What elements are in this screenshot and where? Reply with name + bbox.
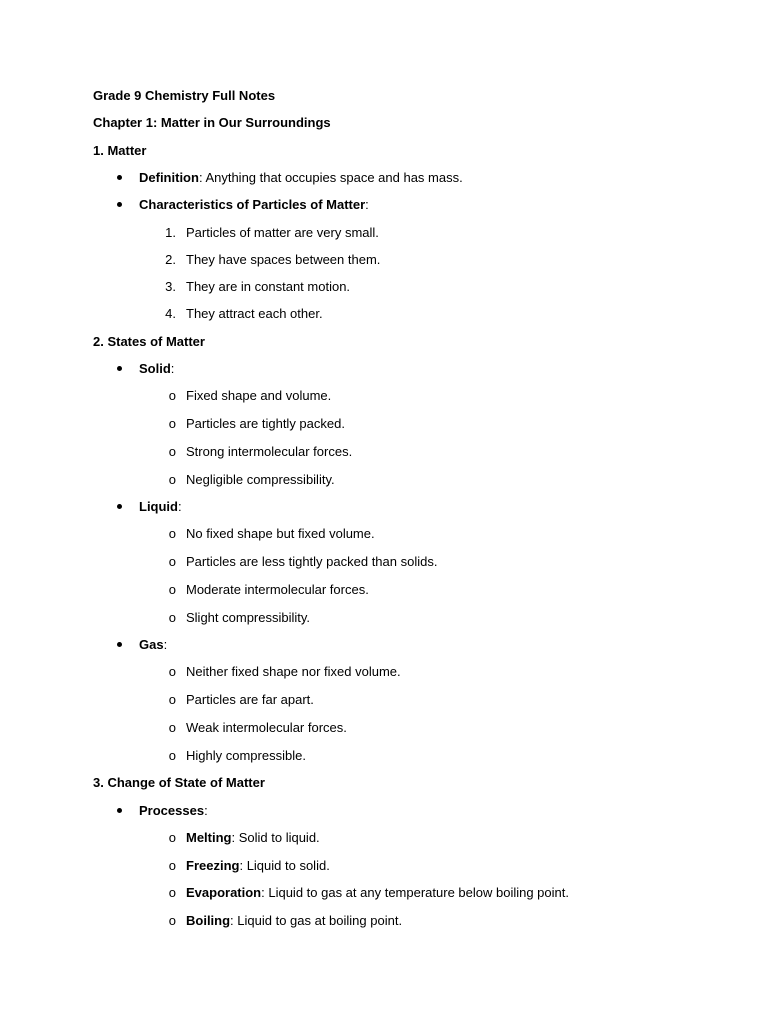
sub-bullet-icon: o (168, 720, 176, 735)
sub-bullet-icon: o (168, 664, 176, 679)
sub-bullet-icon: o (168, 610, 176, 625)
sub-bullet-icon: o (168, 692, 176, 707)
item-text: Fixed shape and volume. (186, 388, 332, 403)
item-text: Strong intermolecular forces. (186, 444, 353, 459)
item-text: No fixed shape but fixed volume. (186, 526, 375, 541)
sub-bullet-icon: o (168, 582, 176, 597)
sub-bullet-icon: o (168, 526, 176, 541)
characteristics-colon: : (365, 197, 369, 212)
term-definition: Definition (139, 170, 199, 185)
item-number: 4. (165, 306, 176, 321)
sub-bullet-icon: o (168, 444, 176, 459)
item-text: They attract each other. (186, 306, 323, 321)
item-number: 3. (165, 279, 176, 294)
bullet-icon (117, 504, 122, 509)
sub-bullet-icon: o (168, 748, 176, 763)
item-text: Weak intermolecular forces. (186, 720, 347, 735)
sub-bullet-icon: o (168, 830, 176, 845)
sub-bullet-icon: o (168, 416, 176, 431)
bullet-icon (117, 366, 122, 371)
section-heading-text: 1. Matter (93, 143, 147, 158)
item-text: They are in constant motion. (186, 279, 351, 294)
item-text: Slight compressibility. (186, 610, 311, 625)
item-number: 1. (165, 225, 176, 240)
definition-text: : Anything that occupies space and has mass. (198, 170, 463, 185)
sub-bullet-icon: o (168, 554, 176, 569)
item-text: Particles are tightly packed. (186, 416, 345, 431)
item-text: They have spaces between them. (186, 252, 381, 267)
item-text: Moderate intermolecular forces. (186, 582, 369, 597)
document-title-text: Grade 9 Chemistry Full Notes (93, 88, 276, 103)
process-text: : Liquid to gas at boiling point. (230, 913, 403, 928)
sub-bullet-icon: o (168, 472, 176, 487)
item-text: Particles are less tightly packed than solids. (186, 554, 438, 569)
term-liquid: Liquid (139, 499, 178, 514)
sub-bullet-icon: o (168, 885, 176, 900)
chapter-heading-text: Chapter 1: Matter in Our Surroundings (93, 115, 331, 130)
sub-bullet-icon: o (168, 388, 176, 403)
process-text: : Liquid to solid. (239, 858, 330, 873)
process-term: Freezing (186, 858, 240, 873)
bullet-icon (117, 642, 122, 647)
bullet-icon (117, 808, 122, 813)
term-processes: Processes (139, 803, 205, 818)
bullet-icon (117, 175, 122, 180)
item-number: 2. (165, 252, 176, 267)
process-term: Boiling (186, 913, 231, 928)
item-text: Neither fixed shape nor fixed volume. (186, 664, 401, 679)
item-text: Negligible compressibility. (186, 472, 335, 487)
section-heading-text: 3. Change of State of Matter (93, 775, 265, 790)
process-term: Evaporation (186, 885, 262, 900)
term-solid: Solid (139, 361, 171, 376)
bullet-icon (117, 202, 122, 207)
process-term: Melting (186, 830, 232, 845)
liquid-colon: : (178, 499, 182, 514)
item-text: Particles of matter are very small. (186, 225, 379, 240)
sub-bullet-icon: o (168, 858, 176, 873)
solid-colon: : (170, 361, 175, 376)
term-characteristics: Characteristics of Particles of Matter (139, 197, 366, 212)
processes-colon: : (204, 803, 208, 818)
item-text: Highly compressible. (186, 748, 306, 763)
term-gas: Gas (139, 637, 164, 652)
process-text: : Liquid to gas at any temperature below boiling point. (261, 885, 569, 900)
section-heading-text: 2. States of Matter (93, 334, 205, 349)
process-text: : Solid to liquid. (231, 830, 320, 845)
gas-colon: : (163, 637, 168, 652)
item-text: Particles are far apart. (186, 692, 314, 707)
sub-bullet-icon: o (168, 913, 176, 928)
